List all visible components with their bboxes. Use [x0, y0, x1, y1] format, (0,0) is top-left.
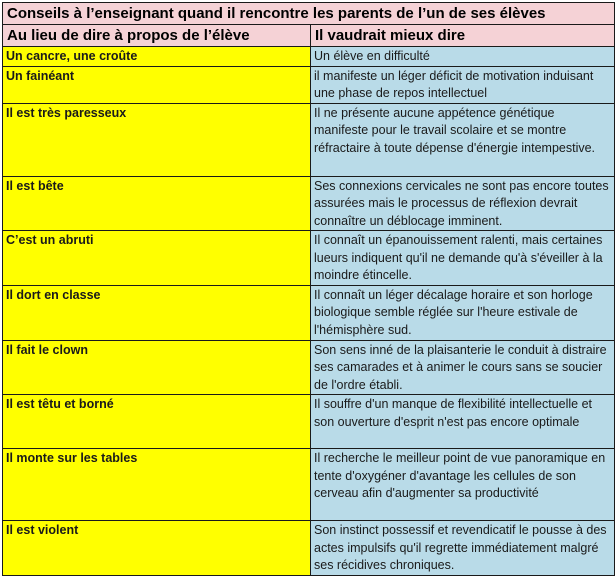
better-cell: Son sens inné de la plaisanterie le conduit à distraire ses camarades et à animer le cours sans se soucier de l'ordre établi.	[311, 340, 615, 395]
better-cell: Il connaît un épanouissement ralenti, mais certaines lueurs indiquent qu'il ne demande qu'à s'éveiller à la moindre étincelle.	[311, 231, 615, 286]
table-row	[3, 340, 615, 395]
instead-cell: Il fait le clown	[3, 340, 311, 395]
better-cell: Il souffre d'un manque de flexibilité intellectuelle et son ouverture d'esprit n'est pas encore optimale	[311, 395, 615, 449]
table-row	[3, 395, 615, 449]
header-row	[3, 25, 615, 47]
instead-cell: Il est têtu et borné	[3, 395, 311, 449]
instead-cell: Il est bête	[3, 176, 311, 231]
table-row	[3, 231, 615, 286]
instead-cell: Il est violent	[3, 521, 311, 576]
instead-cell: Un fainéant	[3, 66, 311, 103]
title-row	[3, 3, 615, 25]
better-cell: il manifeste un léger déficit de motivation induisant une phase de repos intellectuel	[311, 66, 615, 103]
instead-cell: Un cancre, une croûte	[3, 47, 311, 67]
table-row	[3, 66, 615, 103]
table-row	[3, 285, 615, 340]
table-row	[3, 521, 615, 576]
header-instead: Au lieu de dire à propos de l’élève	[3, 25, 311, 47]
table-row	[3, 103, 615, 176]
better-cell: Un élève en difficulté	[311, 47, 615, 67]
better-cell: Il recherche le meilleur point de vue panoramique en tente d'oxygéner d'avantage les cellules de son cerveau afin d'augmenter sa productivité	[311, 449, 615, 521]
instead-cell: Il dort en classe	[3, 285, 311, 340]
table-title: Conseils à l’enseignant quand il rencontre les parents de l’un de ses élèves	[3, 3, 615, 25]
better-cell: Il connaît un léger décalage horaire et son horloge biologique semble réglée sur l'heure estivale de l'hémisphère sud.	[311, 285, 615, 340]
advice-table	[2, 2, 615, 576]
better-cell: Son instinct possessif et revendicatif le pousse à des actes impulsifs qu'il regrette immédiatement malgré ses récidives chroniques.	[311, 521, 615, 576]
instead-cell: Il est très paresseux	[3, 103, 311, 176]
better-cell: Il ne présente aucune appétence génétique manifeste pour le travail scolaire et se montre réfractaire à toute dépense d'énergie intempestive.	[311, 103, 615, 176]
better-cell: Ses connexions cervicales ne sont pas encore toutes assurées mais le processus de réflexion devrait connaître un déblocage imminent.	[311, 176, 615, 231]
header-better: Il vaudrait mieux dire	[311, 25, 615, 47]
table-row	[3, 449, 615, 521]
table-row	[3, 47, 615, 67]
instead-cell: Il monte sur les tables	[3, 449, 311, 521]
instead-cell: C’est un abruti	[3, 231, 311, 286]
table-row	[3, 176, 615, 231]
